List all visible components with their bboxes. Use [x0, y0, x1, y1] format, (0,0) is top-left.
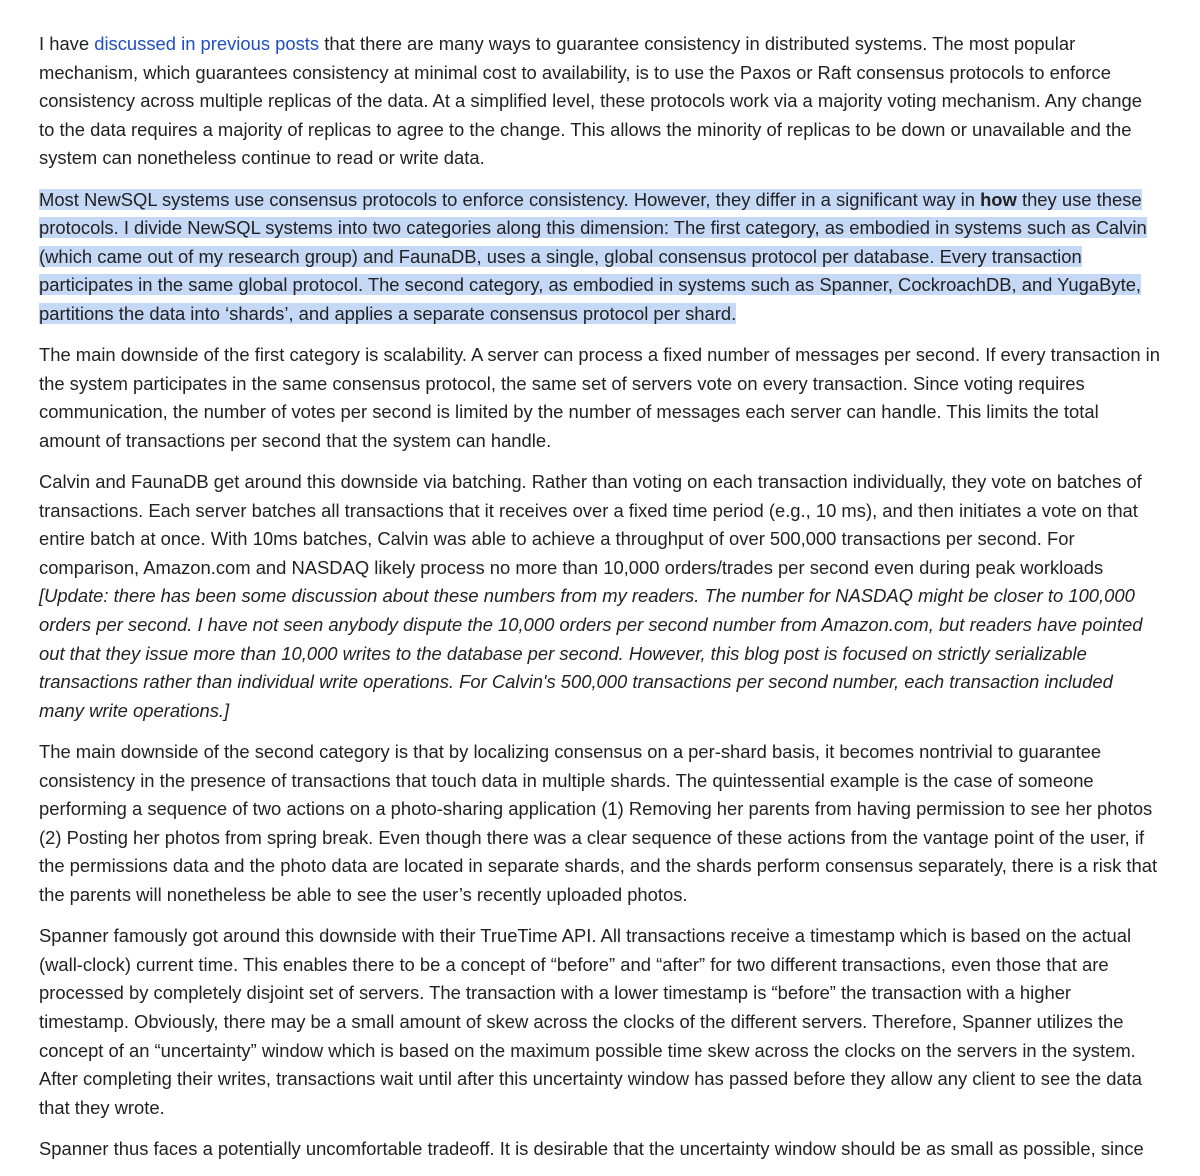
- batching-text: Calvin and FaunaDB get around this downside via batching. Rather than voting on each transaction individually, they vote on batches of transactions. Each server batches all transactions that it receives over a fixed time period (e.g., 10 ms), and then initiates a vote on that entire batch at once. With 10ms batches, Calvin was able to achieve a throughput of over 500,000 transactions per second. For comparison, Amazon.com and NASDAQ likely process no more than 10,000 orders/trades per second even during peak workloads: [39, 471, 1142, 578]
- paragraph-intro: [39, 30, 1161, 173]
- paragraph-first-category-downside: The main downside of the first category is scalability. A server can process a fixed number of messages per second. If every transaction in the system participates in the same consensus protocol, the same set of servers vote on every transaction. Since voting requires communication, the number of votes per second is limited by the number of messages each server can handle. This limits the total amount of transactions per second that the system can handle.: [39, 344, 1161, 451]
- text-selection-highlight: [39, 189, 1147, 324]
- paragraph-truetime: Spanner famously got around this downside with their TrueTime API. All transactions receive a timestamp which is based on the actual (wall-clock) current time. This enables there to be a concept of “before” and “after” for two different transactions, even those that are processed by completely disjoint set of servers. The transaction with a lower timestamp is “before” the transaction with a higher timestamp. Obviously, there may be a small amount of skew across the clocks of the different servers. Therefore, Spanner utilizes the concept of an “uncertainty” window which is based on the maximum possible time skew across the clocks on the servers in the system. After completing their writes, transactions wait until after this uncertainty window has passed before they allow any client to see the data that they wrote.: [39, 925, 1142, 1118]
- intro-lead-text: I have: [39, 33, 95, 54]
- update-note: [Update: there has been some discussion about these numbers from my readers. The number for NASDAQ might be closer to 100,000 orders per second. I have not seen anybody dispute the 10,000 orders per second number from Amazon.com, but readers have pointed out that they issue more than 10,000 writes to the database per second. However, this blog post is focused on strictly serializable transactions rather than individual write operations. For Calvin's 500,000 transactions per second number, each transaction included many write operations.]: [39, 585, 1143, 721]
- intro-rest-text: that there are many ways to guarantee consistency in distributed systems. The most popular mechanism, which guarantees consistency at minimal cost to availability, is to use the Paxos or Raft consensus protocols to enforce consistency across multiple replicas of the data. At a simplified level, these protocols work via a majority voting mechanism. Any change to the data requires a majority of replicas to agree to the change. This allows the minority of replicas to be down or unavailable and the system can nonetheless continue to read or write data.: [39, 33, 1142, 169]
- highlight-text-before: Most NewSQL systems use consensus protocols to enforce consistency. However, they differ in a significant way in: [39, 188, 981, 210]
- highlight-text-after: they use these protocols. I divide NewSQL systems into two categories along this dimension: The first category, as embodied in systems such as Calvin (which came out of my research group) and FaunaDB, uses a single, global consensus protocol per database. Every transaction participates in the same global protocol. The second category, as embodied in systems such as Spanner, CockroachDB, and YugaByte, partitions the data into ‘shards’, and applies a separate consensus protocol per shard.: [39, 188, 1147, 324]
- paragraph-second-category-downside: The main downside of the second category is that by localizing consensus on a per-shard basis, it becomes nontrivial to guarantee consistency in the presence of transactions that touch data in multiple shards. The quintessential example is the case of someone performing a sequence of two actions on a photo-sharing application (1) Removing her parents from having permission to see her photos (2) Posting her photos from spring break. Even though there was a clear sequence of these actions from the vantage point of the user, if the permissions data and the photo data are located in separate shards, and the shards perform consensus separately, there is a risk that the parents will nonetheless be able to see the user’s recently uploaded photos.: [39, 741, 1158, 905]
- paragraph-tradeoff: Spanner thus faces a potentially uncomfortable tradeoff. It is desirable that the uncertainty window should be as small as possible, since: [39, 1137, 1144, 1159]
- article-body: [39, 30, 1161, 1176]
- bold-how: how: [980, 188, 1017, 210]
- paragraph-highlighted: [39, 186, 1161, 329]
- previous-posts-link[interactable]: discussed in previous posts: [94, 33, 320, 54]
- paragraph-batching: [39, 468, 1161, 725]
